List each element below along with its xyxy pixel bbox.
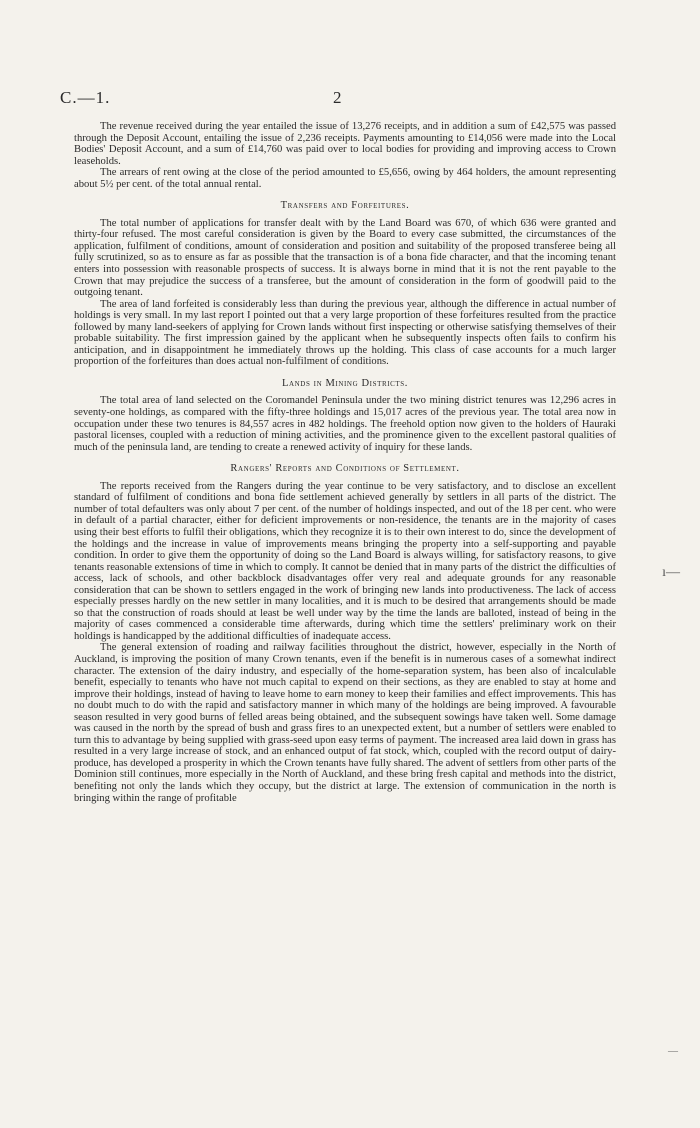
section-heading-transfers: Transfers and Forfeitures. [280, 200, 410, 212]
paragraph: The reports received from the Rangers during the year continue to be very satisfactory, and to disclose an excellent standard of fulfilment of conditions and bona fide settlement achieved generally by settlers in all parts of the district. The number of total defaulters was only about 7 per cent. of the number of holdings inspected, and out of the 18 per cent. who were in default of a partial character, either for deficient improvements or non-residence, the tenants are in the majority of cases using their best efforts to fulfil their obligations, which they recognize it is to their own interest to do, since the development of the holdings and the increase in value of improvements means bringing the property into a self-supporting and payable condition. In order to give them the opportunity of doing so the Land Board is always willing, for satisfactory reasons, to give tenants reasonable extensions of time in which to comply. It cannot be denied that in many parts of the district the difficulties of access, lack of schools, and other backblock disadvantages offer very real and adequate grounds for any reasonable consideration that can be shown to settlers engaged in the work of bringing new lands into productiveness. The lack of access especially presses hardly on the new settler in many localities, and it is much to be desired that arrangements should be made so that the construction of roads should at least be well under way by the time the lands are balloted, instead of being in the majority of cases commenced a considerable time afterwards, during which time the settlers' preliminary work on their holdings is handicapped by the additional difficulties of inadequate access. [74, 480, 616, 642]
page-number: 2 [333, 88, 342, 107]
paragraph: The total number of applications for transfer dealt with by the Land Board was 670, of which 636 were granted and thirty-four refused. The most careful consideration is given by the Board to every case submitted, the circumstances of the application, fulfilment of conditions, amount of consideration and position and suitability of the proposed transferee being all fully scrutinized, so as to ensure as far as possible that the transaction is of a bona fide character, and that the incoming tenant enters into possession with reasonable prospects of success. It is always borne in mind that it is not the rent payable to the Crown that may prejudice the success of a transferee, but the amount of consideration in the form of goodwill paid to the outgoing tenant. [74, 217, 616, 299]
paragraph: The general extension of roading and railway facilities throughout the district, however, especially in the North of Auckland, is improving the position of many Crown tenants, even if the benefit is in numerous cases of a somewhat indirect character. The extension of the dairy industry, and especially of the home-separation system, has been also of incalculable benefit, especially to tenants who have not much capital to expend on their sections, as they are enabled to stay at home and improve their holdings, instead of having to leave home to earn money to keep their families and effect improvements. This has no doubt much to do with the rapid and satisfactory manner in which many of the holdings are being improved. A favourable season resulted in very good burns of felled areas being obtained, and the subsequent sowings have taken well. Some damage was caused in the north by the spread of bush and grass fires to an unexpected extent, but a number of settlers were enabled to turn this to advantage by being supplied with grass-seed upon easy terms of payment. The increased area laid down in grass has resulted in a very large increase of stock, and an enhanced output of fat stock, which, coupled with the record output of dairy-produce, has developed a prosperity in which the Crown tenants have fully shared. The advent of settlers from other parts of the Dominion still continues, more especially in the North of Auckland, and these bring fresh capital and methods into the district, benefiting not only the lands which they occupy, but the district at large. The extension of communication in the north is bringing within the range of profitable [74, 642, 616, 804]
section-heading-mining: Lands in Mining Districts. [281, 377, 409, 389]
paragraph: The total area of land selected on the Coromandel Peninsula under the two mining district tenures was 12,296 acres in seventy-one holdings, as compared with the fifty-three holdings and 15,017 acres of the previous year. The total area now in occupation under these two tenures is 84,557 acres in 482 holdings. The freehold option now given to the holders of Hauraki pastoral licenses, coupled with a reduction of mining activities, and the prominence given to the excellent pastoral qualities of much of the peninsula land, are tending to create a renewed activity of inquiry for these lands. [74, 395, 616, 453]
margin-mark-small: — [668, 1046, 678, 1057]
document-reference: C.—1. [60, 88, 111, 107]
margin-mark: ı— [662, 565, 680, 580]
paragraph: The revenue received during the year entailed the issue of 13,276 receipts, and in addition a sum of £42,575 was passed through the Deposit Account, entailing the issue of 2,236 receipts. Payments amounting to £14,056 were made into the Local Bodies' Deposit Account, and a sum of £14,760 was paid over to local bodies for providing and improving access to Crown leaseholds. [74, 121, 616, 167]
document-body [74, 121, 616, 804]
section-heading-rangers: Rangers' Reports and Conditions of Settlement. [230, 463, 460, 475]
paragraph: The area of land forfeited is considerably less than during the previous year, although the difference in actual number of holdings is very small. In my last report I pointed out that a very large proportion of these forfeitures resulted from the practice followed by many land-seekers of applying for Crown lands without first inspecting or otherwise satisfying themselves of their probable suitability. The first impression gained by the applicant when he subsequently inspects often fails to confirm his anticipation, and in disappointment he immediately throws up the holding. This class of case accounts for a much larger proportion of the forfeitures than does actual non-fulfilment of conditions. [74, 298, 616, 368]
paragraph: The arrears of rent owing at the close of the period amounted to £5,656, owing by 464 holders, the amount representing about 5½ per cent. of the total annual rental. [74, 167, 616, 190]
